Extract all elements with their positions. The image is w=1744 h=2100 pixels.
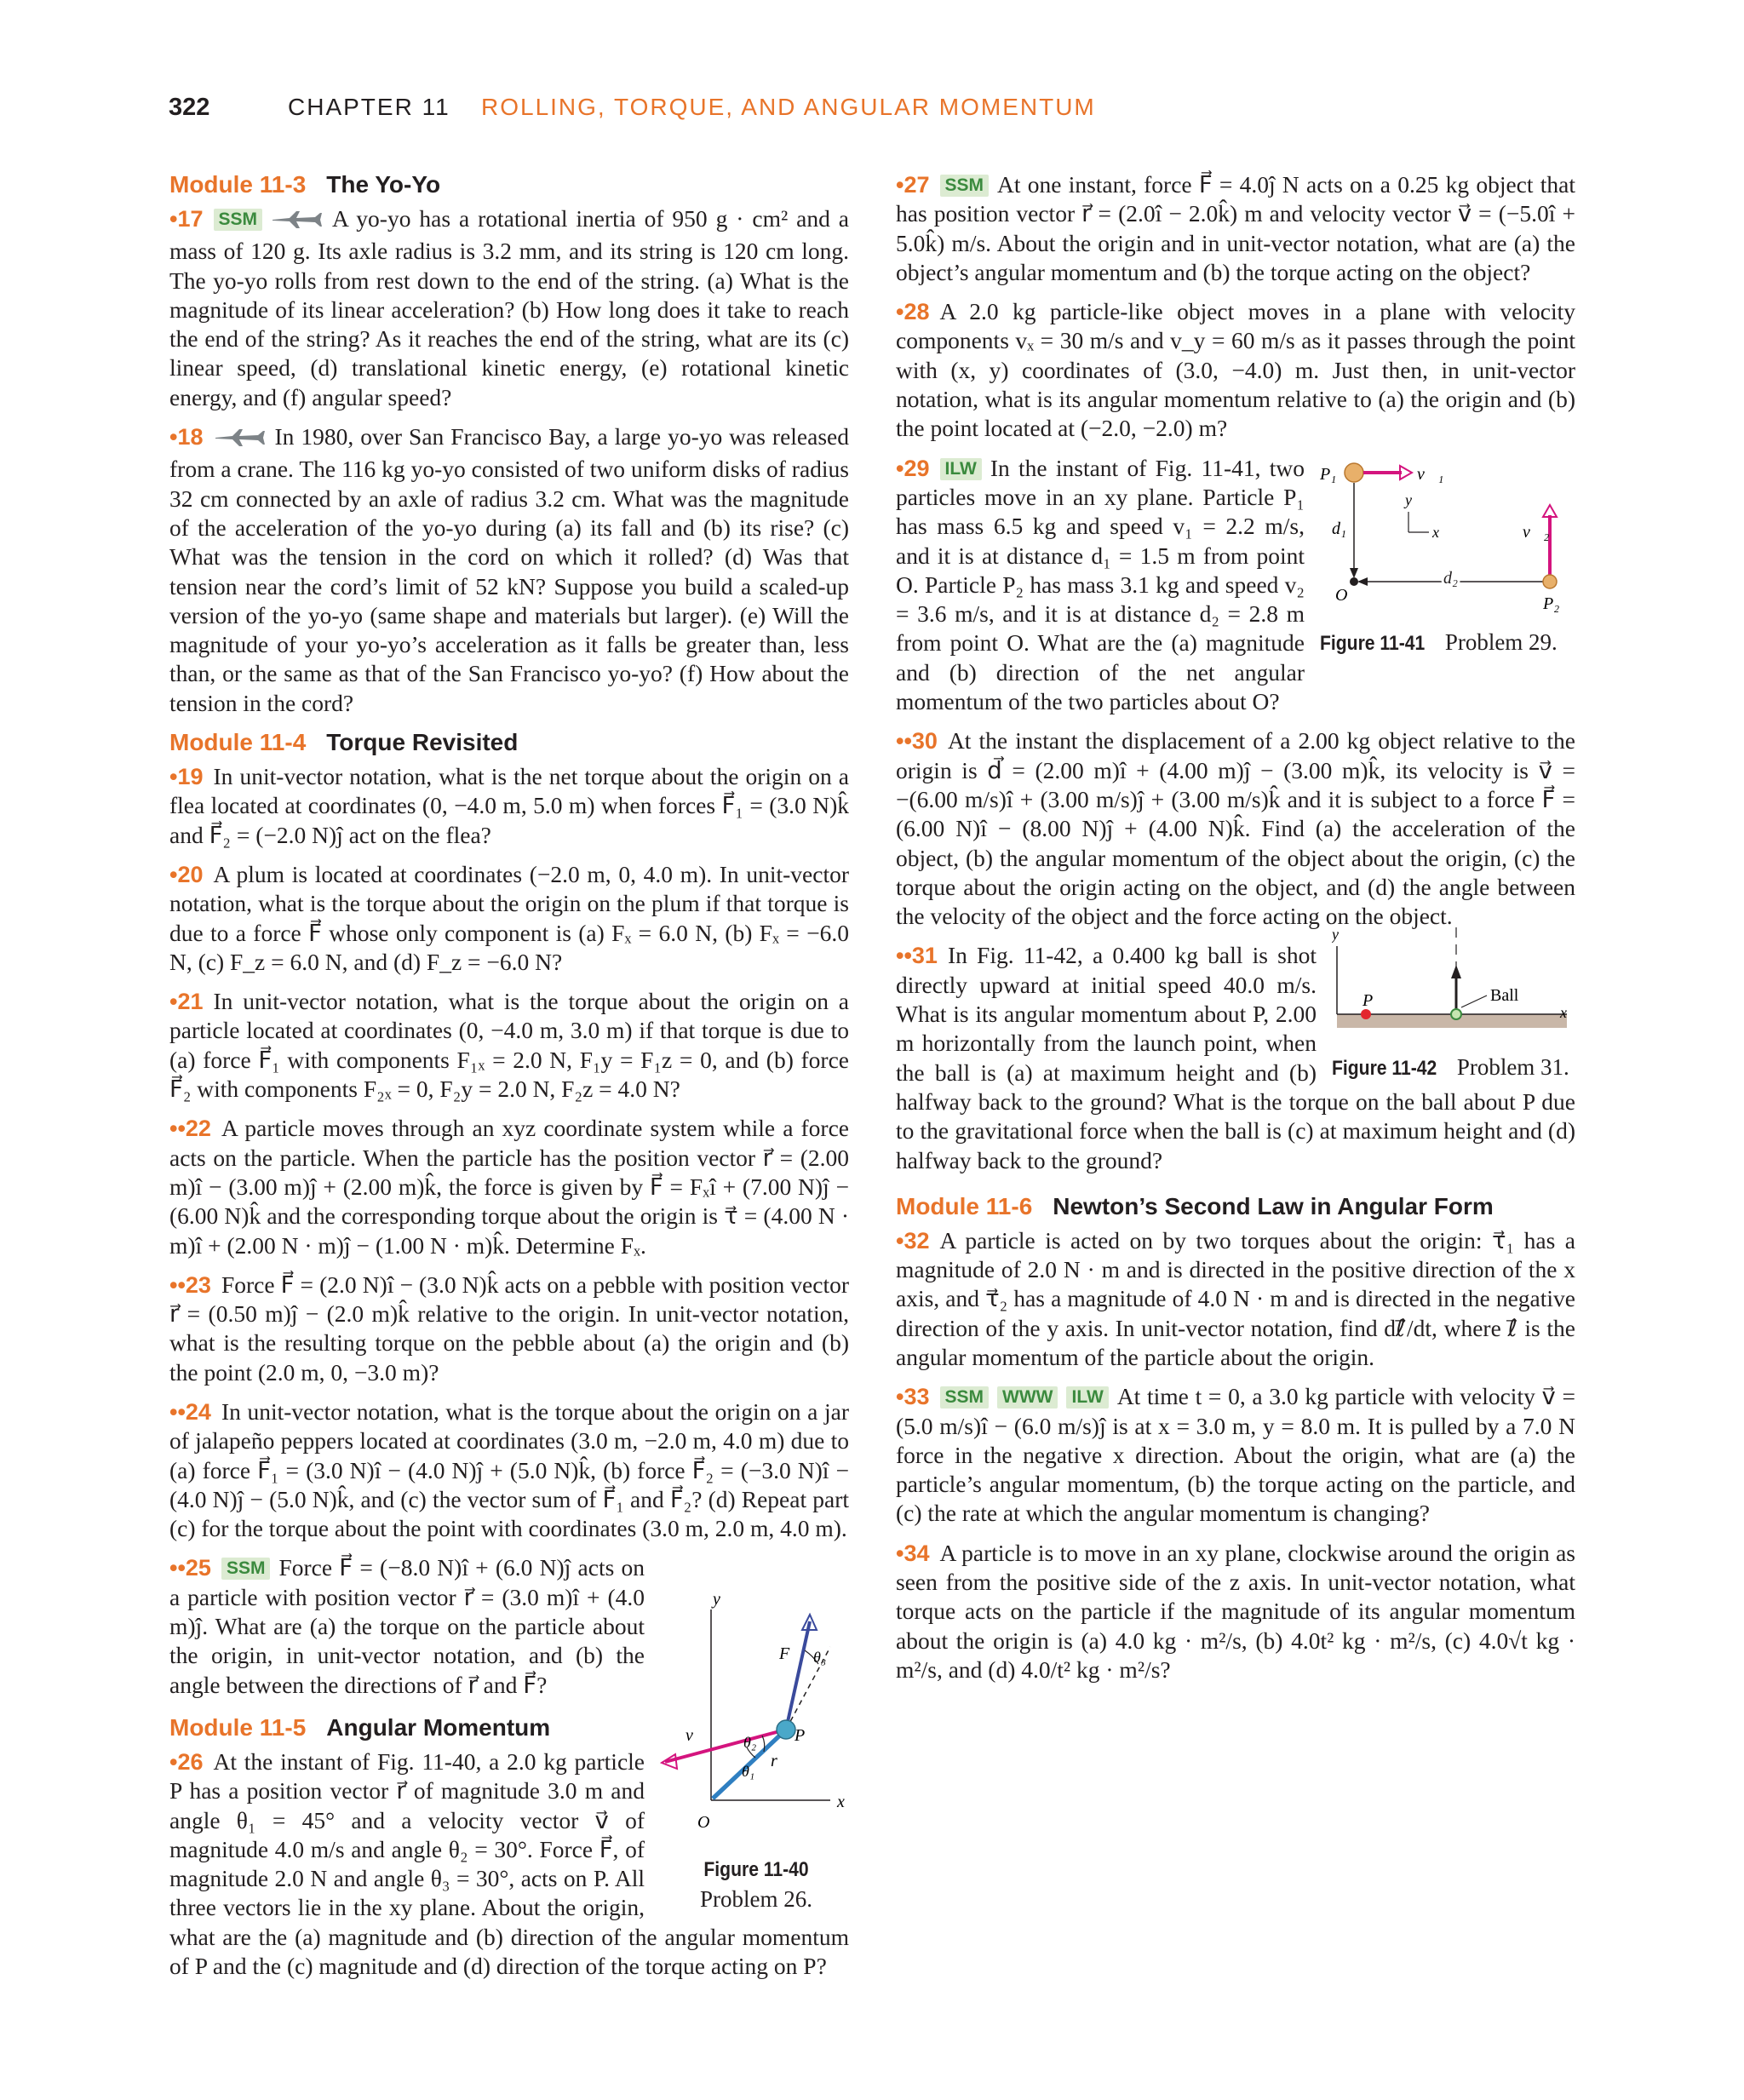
figure-11-40 (660, 1596, 852, 1913)
figure-11-41-diagram (1320, 456, 1575, 626)
force-vector (786, 1621, 810, 1730)
problem-text: At time t = 0, a 3.0 kg particle with velocity v⃗ = (5.0 m/s)î − (6.0 m/s)ĵ is at x = 3.0 m, y = 8.0 m. It is pulled by a 7.0 N force in the negative x direction. About the origin, what are (a) the particle’s angular momentum, (b) the torque acting on the particle, and (c) the rate at which the angular momentum is changing? (896, 1383, 1575, 1527)
problem-24 (169, 1397, 849, 1543)
problem-number: ••24 (169, 1398, 211, 1425)
airplane-icon (271, 208, 324, 237)
problem-text: A yo-yo has a rotational inertia of 950 g · cm² and a mass of 120 g. Its axle radius is 3.2 mm, and its string is 120 cm long. The yo-yo rolls from rest down to the end of the string. (a) What is the magnitude of its linear acceleration? (b) How long does it take to reach the end of the string? As it reaches the end of the string, what are its (c) linear speed, (d) translational kinetic energy, (e) rotational kinetic energy, and (f) angular speed? (169, 205, 849, 410)
figure-11-42 (1332, 922, 1575, 1082)
point-o (1350, 577, 1358, 586)
figure-11-41 (1320, 456, 1575, 658)
d1-label: d₁ (1332, 519, 1346, 538)
axis-y-label: y (1405, 491, 1412, 508)
particle-p (777, 1720, 795, 1739)
axis-x-label: x (837, 1793, 845, 1812)
problem-20 (169, 860, 849, 977)
problem-31 (896, 926, 1575, 1174)
r-label: r⃗ (771, 1752, 791, 1771)
figure-caption-text: Problem 31. (1456, 1053, 1569, 1080)
velocity-label: v⃗ (686, 1726, 707, 1746)
ilw-tag: ILW (940, 458, 982, 480)
module-name: Newton’s Second Law in Angular Form (1053, 1192, 1494, 1219)
module-heading (896, 1192, 1575, 1221)
module-number: Module 11-6 (896, 1192, 1033, 1219)
point-p (1361, 1009, 1371, 1019)
p2-label: P₂ (1543, 594, 1560, 613)
d2-label: d₂ (1443, 568, 1458, 588)
v1-arrowhead (1400, 466, 1412, 479)
theta2-label: θ₂ (743, 1734, 757, 1752)
problem-17 (169, 204, 849, 412)
point-label: P (795, 1726, 806, 1746)
problem-text: In unit-vector notation, what is the torque about the origin on a particle located at coordinates (0, −4.0 m, 3.0 m) if that torque is due to (a) force F⃗₁ with components F₁ₓ = 2.0 N, F₁y = F₁z = 0, and (b) force F⃗₂ with components F₂ₓ = 0, F₂y = 2.0 N, F₂z = 4.0 N? (169, 988, 849, 1103)
problem-23 (169, 1271, 849, 1387)
problem-text: At one instant, force F⃗ = 4.0ĵ N acts on a 0.25 kg object that has position vector r⃗ = (2.0î − 2.0k̂) m and velocity vector v⃗ = (−5.0î + 5.0k̂) m/s. About the origin and in unit-vector notation, what are (a) the object’s angular momentum and (b) the torque acting on the object? (896, 171, 1575, 285)
problem-number: •20 (169, 861, 204, 887)
problem-number: ••22 (169, 1116, 211, 1142)
problem-number: •32 (896, 1227, 930, 1254)
problem-text: Force F⃗ = (−8.0 N)î + (6.0 N)ĵ acts on a particle with position vector r⃗ = (3.0 m)î + (4.0 m)ĵ. What are (a) the torque on the particle about the origin, in unit-vector notation, and (b) the angle between the directions of r⃗ and F⃗? (169, 1554, 645, 1698)
problem-number: •19 (169, 764, 204, 790)
problem-19 (169, 762, 849, 850)
problem-text: In Fig. 11-42, a 0.400 kg ball is shot directly upward at initial speed 40.0 m/s. What is its angular momentum about P, 2.00 m horizontally from the launch point, when the ball is (a) at maximum height and (b) halfway back to the ground? What is the torque on the ball about P due to the gravitational force when the ball is (c) at maximum height and (d) halfway back to the ground? (896, 942, 1575, 1173)
module-heading (169, 170, 849, 199)
figure-caption-text: Problem 26. (700, 1885, 812, 1912)
point-label: P (1362, 991, 1374, 1011)
ssm-tag: SSM (940, 1386, 990, 1409)
origin-label: O (697, 1813, 710, 1833)
chapter-label: CHAPTER 11 (288, 94, 450, 120)
axis-x-label: x (1560, 1004, 1567, 1022)
problem-text: At the instant the displacement of a 2.00 kg object relative to the origin is d⃗ = (2.00 m)î + (4.00 m)ĵ − (3.00 m)k̂, its velocity is v⃗ = −(6.00 m/s)î + (3.00 m/s)ĵ + (3.00 m/s)k̂ and it is subject to a force F⃗ = (6.00 N)î − (8.00 N)ĵ + (4.00 N)k̂. Find (a) the acceleration of the object, (b) the angular momentum of the object about the origin, (c) the torque about the origin acting on the object, and (d) the angle between the velocity of the object and the force acting on the object. (896, 727, 1575, 930)
problem-text: A particle is acted on by two torques about the origin: τ⃗₁ has a magnitude of 2.0 N · m and is directed in the positive direction of the x axis, and τ⃗₂ has a magnitude of 4.0 N · m and is directed in the negative direction of the y axis. In unit-vector notation, find dℓ⃗/dt, where ℓ⃗ is the angular momentum of the particle about the origin. (896, 1226, 1575, 1370)
ball-label: Ball (1490, 986, 1519, 1006)
problem-21 (169, 987, 849, 1104)
ssm-tag: SSM (940, 175, 990, 197)
figure-caption (1332, 1053, 1575, 1083)
theta1-label: θ₁ (742, 1763, 755, 1781)
theta3-label: θ₃ (813, 1649, 827, 1667)
ilw-tag: ILW (1066, 1386, 1108, 1409)
particle-p1 (1345, 463, 1363, 482)
problem-30 (896, 726, 1575, 931)
problem-number: •33 (896, 1384, 930, 1410)
problem-text: In unit-vector notation, what is the net torque about the origin on a flea located at coordinates (0, −4.0 m, 5.0 m) when forces F⃗₁ = (3.0 N)k̂ and F⃗₂ = (−2.0 N)ĵ act on the flea? (169, 763, 849, 848)
module-number: Module 11-5 (169, 1713, 307, 1741)
figure-11-40-diagram (660, 1596, 852, 1851)
ssm-tag: SSM (214, 209, 263, 231)
problem-27 (896, 170, 1575, 287)
figure-caption (1320, 628, 1575, 658)
problem-number: •18 (169, 424, 204, 450)
problem-number: ••23 (169, 1271, 211, 1298)
v1-label: v⃗₁ (1417, 464, 1444, 484)
v2-label: v⃗₂ (1523, 522, 1550, 542)
problem-32 (896, 1226, 1575, 1372)
problem-number: •26 (169, 1748, 204, 1775)
problem-34 (896, 1539, 1575, 1684)
problem-text: In unit-vector notation, what is the torque about the origin on a jar of jalapeño peppers located at coordinates (3.0 m, −2.0 m, 4.0 m) due to (a) force F⃗₁ = (3.0 N)î − (4.0 N)ĵ + (5.0 N)k̂, (b) force F⃗₂ = (−3.0 N)î − (4.0 N)ĵ − (5.0 N)k̂, and (c) the vector sum of F⃗₁ and F⃗₂? (d) Repeat part (c) for the torque about the point with coordinates (3.0 m, 2.0 m, 4.0 m). (169, 1397, 849, 1542)
axis-y-label: y (713, 1596, 720, 1609)
problem-text: A particle moves through an xyz coordinate system while a force acts on the particle. When the particle has the position vector r⃗ = (2.00 m)î − (3.00 m)ĵ + (2.00 m)k̂, the force is given by F⃗ = Fₓî + (7.00 N)ĵ − (6.00 N)k̂ and the corresponding torque about the origin is τ⃗ = (4.00 N · m)î + (2.00 N · m)ĵ − (1.00 N · m)k̂. Determine Fₓ. (169, 1115, 849, 1259)
problem-number: •29 (896, 455, 930, 481)
problem-text: Force F⃗ = (2.0 N)î − (3.0 N)k̂ acts on a pebble with position vector r⃗ = (0.50 m)ĵ − (2.0 m)k̂ relative to the origin. In unit-vector notation, what is the resulting torque on the pebble about (a) the origin and (b) the point (2.0 m, 0, −3.0 m)? (169, 1271, 849, 1386)
airplane-icon (214, 426, 267, 455)
www-tag: WWW (997, 1386, 1058, 1409)
left-column (169, 170, 849, 1988)
problem-number: •17 (169, 206, 204, 232)
origin-label: O (1335, 585, 1348, 605)
problem-text: A 2.0 kg particle-like object moves in a plane with velocity components vₓ = 30 m/s and v_y = 60 m/s as it passes through the point with (x, y) coordinates of (3.0, −4.0) m. Just then, in unit-vector notation, what is its angular momentum relative to (a) the origin and (b) the point located at (−2.0, −2.0) m? (896, 298, 1575, 442)
problem-text: A plum is located at coordinates (−2.0 m, 0, 4.0 m). In unit-vector notation, what is the torque about the origin on the plum if that torque is due to a force F⃗ whose only component is (a) Fₓ = 6.0 N, (b) Fₓ = −6.0 N, (c) F_z = 6.0 N, and (d) F_z = −6.0 N? (169, 860, 849, 975)
problem-28 (896, 297, 1575, 443)
problem-22 (169, 1114, 849, 1259)
figure-caption (660, 1854, 852, 1914)
ball (1451, 1009, 1461, 1019)
problem-18 (169, 422, 849, 718)
p1-label: P₁ (1320, 464, 1337, 484)
particle-p2 (1543, 575, 1557, 588)
problem-text: In 1980, over San Francisco Bay, a large yo-yo was released from a crane. The 116 kg yo-yo consisted of two uniform disks of radius 32 cm connected by an axle of radius 3.2 cm. What was the magnitude of the acceleration of the yo-yo during (a) its fall and (b) its rise? (c) What was the tension in the cord on which it rolled? (d) Was that tension near the cord’s limit of 52 kN? Suppose you build a scaled-up version of the yo-yo (same shape and materials but larger). (e) Will the magnitude of your yo-yo’s acceleration as it falls be greater than, less than, or the same as that of the San Francisco yo-yo? (f) How about the tension in the cord? (169, 423, 849, 716)
figure-label: Figure 11-40 (703, 1857, 809, 1881)
figure-caption-text: Problem 29. (1444, 628, 1558, 655)
problem-number: •34 (896, 1540, 930, 1566)
module-name: Torque Revisited (326, 729, 519, 756)
problem-number: •27 (896, 172, 930, 198)
v2-arrowhead (1543, 505, 1557, 517)
chapter-title: ROLLING, TORQUE, AND ANGULAR MOMENTUM (481, 94, 1096, 120)
force-label: F⃗ (779, 1644, 803, 1664)
axis-x-label: x (1432, 523, 1439, 541)
right-column (896, 170, 1575, 1695)
figure-11-42-diagram (1332, 922, 1575, 1041)
figure-label: Figure 11-42 (1332, 1056, 1437, 1080)
ssm-tag: SSM (221, 1558, 271, 1580)
ball-velocity-arrow (1451, 965, 1461, 978)
problem-text: At the instant of Fig. 11-40, a 2.0 kg particle P has a position vector r⃗ of magnitude 3.0 m and angle θ₁ = 45° and a velocity vector v⃗ of magnitude 4.0 m/s and angle θ₂ = 30°. Force F⃗, of magnitude 2.0 N and angle θ₃ = 30°, acts on P. All three vectors lie in the xy plane. About the origin, what are the (a) magnitude and (b) direction of the angular momentum of P and the (c) magnitude and (d) direction of the torque acting on P? (169, 1747, 849, 1980)
problem-text: A particle is to move in an xy plane, clockwise around the origin as seen from the positive side of the z axis. In unit-vector notation, what torque acts on the particle if the magnitude of its angular momentum about the origin is (a) 4.0 kg · m²/s, (b) 4.0t² kg · m²/s, (c) 4.0√t kg · m²/s, and (d) 4.0/t² kg · m²/s? (896, 1539, 1575, 1683)
problem-29 (896, 454, 1575, 717)
problem-number: ••25 (169, 1555, 211, 1581)
problem-33 (896, 1382, 1575, 1528)
module-number: Module 11-3 (169, 171, 307, 198)
problem-number: ••31 (896, 943, 938, 969)
running-header (169, 94, 1616, 128)
module-heading (169, 728, 849, 757)
problem-number: ••30 (896, 728, 938, 755)
page-number: 322 (169, 94, 210, 121)
problem-25 (169, 1553, 849, 1981)
problem-text: In the instant of Fig. 11-41, two particles move in an xy plane. Particle P₁ has mass 6.5 kg and speed v₁ = 2.2 m/s, and it is at distance d₁ = 1.5 m from point O. Particle P₂ has mass 3.1 kg and speed v₂ = 3.6 m/s, and it is at distance d₂ = 2.8 m from point O. What are the (a) magnitude and (b) direction of the net angular momentum of the two particles about O? (896, 454, 1305, 715)
problem-number: •28 (896, 299, 930, 325)
module-number: Module 11-4 (169, 729, 307, 756)
problem-number: •21 (169, 989, 204, 1015)
module-name: Angular Momentum (326, 1713, 551, 1741)
figure-label: Figure 11-41 (1320, 631, 1426, 655)
module-name: The Yo-Yo (326, 171, 441, 198)
axis-y-label: y (1332, 926, 1339, 944)
